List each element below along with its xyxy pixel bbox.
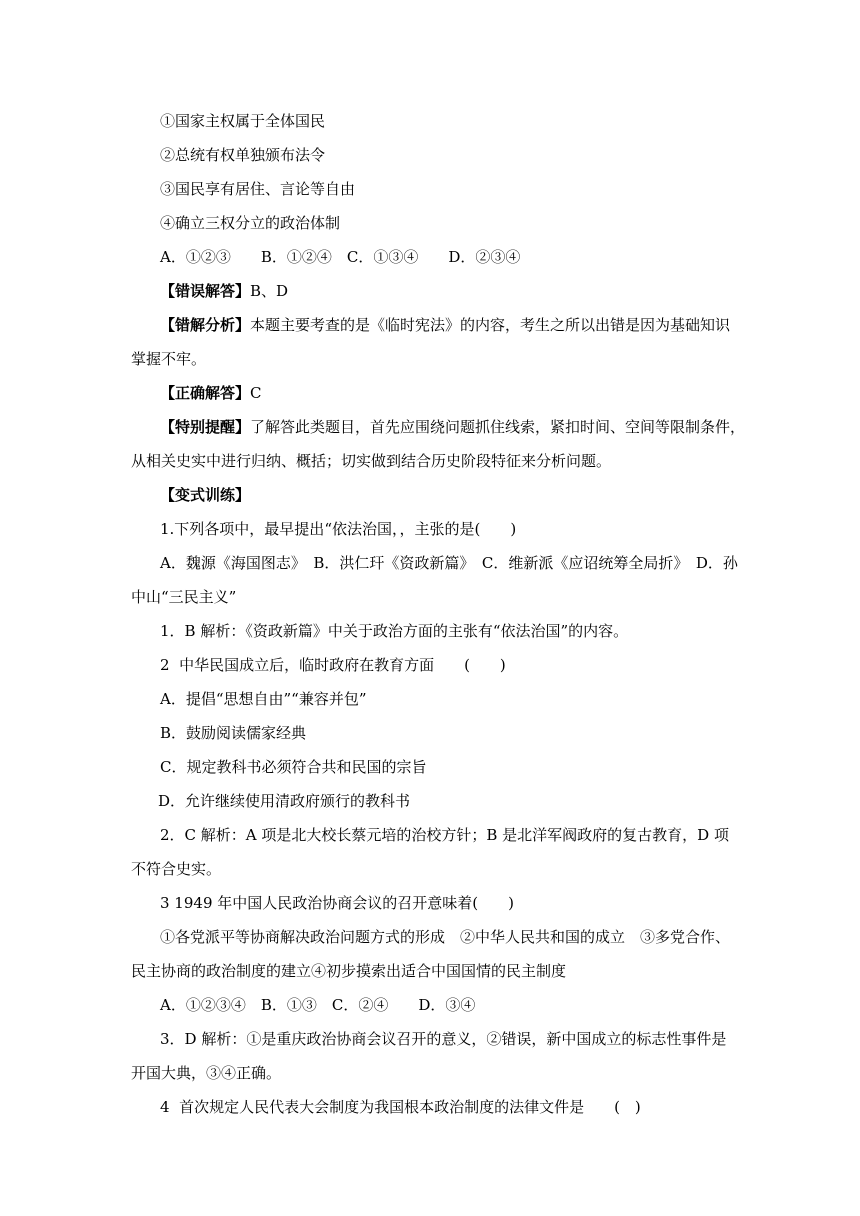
section-label: 【错误解答】 xyxy=(160,282,251,300)
question-3-options: A．①②③④ B．①③ C．②④ D．③④ xyxy=(160,996,476,1014)
text-line: 开国大典，③④正确。 xyxy=(131,1064,282,1082)
section-text: 了解答此类题目，首先应围绕问题抓住线索，紧扣时间、空间等限制条件， xyxy=(250,418,746,436)
text-line: ③国民享有居住、言论等自由 xyxy=(160,180,356,198)
section-text: C xyxy=(250,384,262,402)
text-line: 中山“三民主义” xyxy=(131,588,237,606)
section-label: 【特别提醒】 xyxy=(160,418,251,436)
question-1-options: A．魏源《海国图志》 B．洪仁玕《资政新篇》 C．维新派《应诏统筹全局折》 D．孙 xyxy=(160,554,738,572)
question-1: 1.下列各项中，最早提出“依法治国，，主张的是( ) xyxy=(160,520,517,538)
section-label: 【正确解答】 xyxy=(160,384,251,402)
question-4: 4 首次规定人民代表大会制度为我国根本政治制度的法律文件是 ( ) xyxy=(160,1098,641,1116)
question-3: 3 1949 年中国人民政治协商会议的召开意味着( ) xyxy=(160,894,514,912)
section-text: 本题主要考查的是《临时宪法》的内容，考生之所以出错是因为基础知识 xyxy=(250,316,731,334)
section-text: B、D xyxy=(250,282,289,300)
correct-answer-line xyxy=(160,383,262,403)
text-line: ①国家主权属于全体国民 xyxy=(160,112,326,130)
wrong-answer-line xyxy=(160,281,288,301)
answer-1: 1．B 解析：《资政新篇》中关于政治方面的主张有“依法治国”的内容。 xyxy=(160,622,629,640)
question-2: 2 中华民国成立后，临时政府在教育方面 ( ) xyxy=(160,656,506,674)
section-label: 【错解分析】 xyxy=(160,316,251,334)
option-d: D．允许继续使用清政府颁行的教科书 xyxy=(158,792,411,810)
text-line: 从相关史实中进行归纳、概括；切实做到结合历史阶段特征来分析问题。 xyxy=(131,452,612,470)
text-line: 不符合史实。 xyxy=(131,860,222,878)
option-c: C．规定教科书必须符合共和民国的宗旨 xyxy=(160,758,427,776)
answer-2: 2．C 解析：A 项是北大校长蔡元培的治校方针；B 是北洋军阀政府的复古教育，D 项 xyxy=(160,826,729,844)
answer-3: 3．D 解析：①是重庆政治协商会议召开的意义，②错误，新中国成立的标志性事件是 xyxy=(160,1030,727,1048)
option-b: B．鼓励阅读儒家经典 xyxy=(160,724,307,742)
text-line: ④确立三权分立的政治体制 xyxy=(160,214,341,232)
question-3-statements: ①各党派平等协商解决政治问题方式的形成 ②中华人民共和国的成立 ③多党合作、 xyxy=(160,928,731,946)
section-heading: 【变式训练】 xyxy=(160,486,251,504)
special-note-line xyxy=(160,417,745,437)
text-line: ②总统有权单独颁布法令 xyxy=(160,146,326,164)
error-analysis-line xyxy=(160,315,730,335)
text-line: 掌握不牢。 xyxy=(131,350,207,368)
answer-options: A．①②③ B．①②④ C．①③④ D．②③④ xyxy=(160,248,521,266)
option-a: A．提倡“思想自由”“兼容并包” xyxy=(160,690,367,708)
text-line: 民主协商的政治制度的建立④初步摸索出适合中国国情的民主制度 xyxy=(131,962,567,980)
